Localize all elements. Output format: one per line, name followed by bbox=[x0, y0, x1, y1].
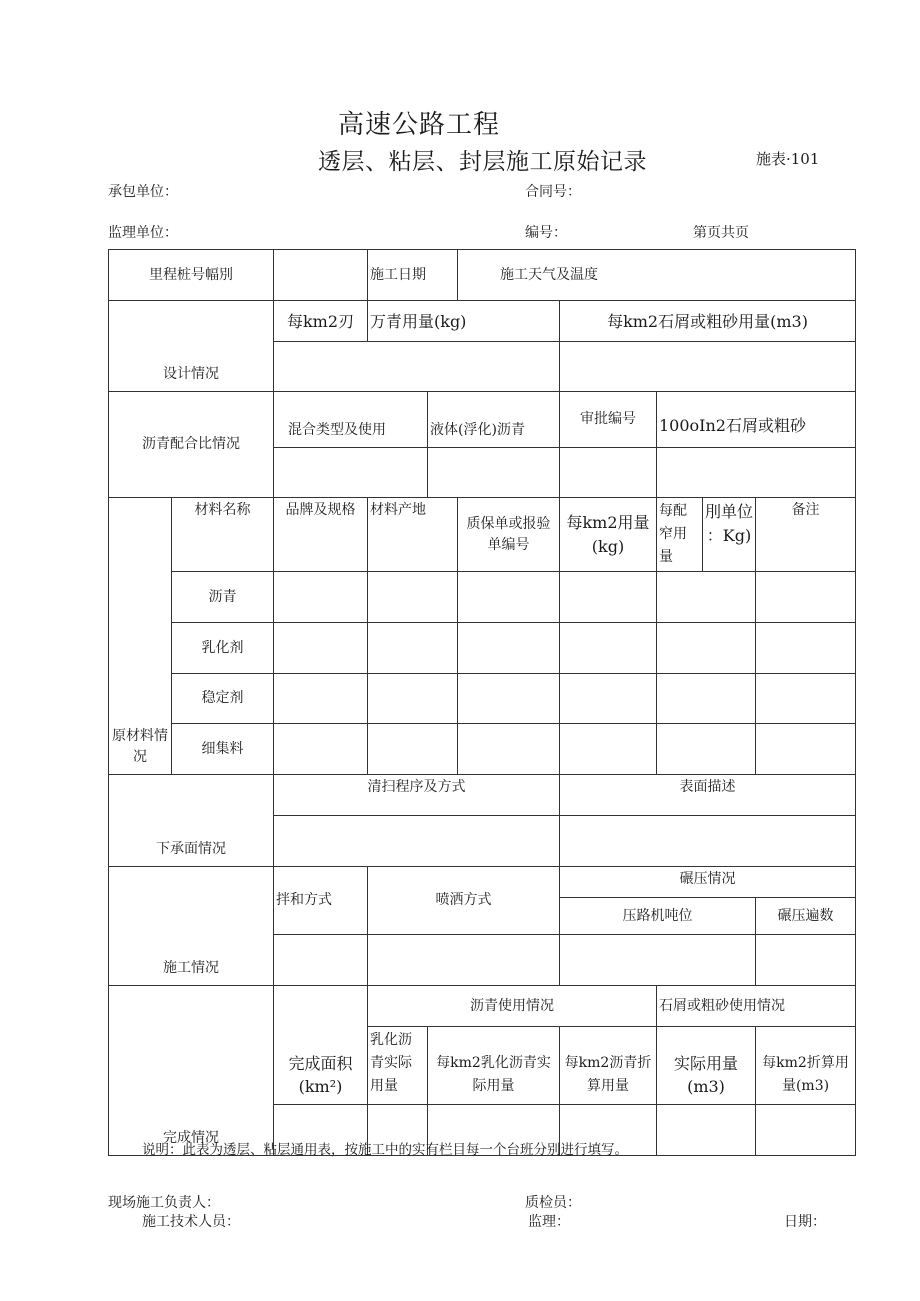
material-cell[interactable] bbox=[657, 623, 756, 674]
material-cell[interactable] bbox=[368, 623, 458, 674]
form-number: 施表·101 bbox=[756, 150, 820, 168]
per-km-conv-value[interactable] bbox=[756, 1105, 856, 1156]
mix-type-label: 混合类型及使用 bbox=[274, 392, 428, 448]
material-cell[interactable] bbox=[560, 623, 657, 674]
liquid-asphalt-label: 液体(浮化)沥青 bbox=[428, 392, 560, 448]
material-cell[interactable] bbox=[560, 674, 657, 724]
station-label: 里程桩号幅別 bbox=[109, 250, 274, 301]
station-value[interactable] bbox=[274, 250, 368, 301]
area-label-a: 完成面积 bbox=[288, 1054, 353, 1073]
spraying-label: 喷洒方式 bbox=[368, 867, 560, 935]
area-label-b: (km²) bbox=[298, 1077, 343, 1096]
mat-header-usage bbox=[560, 498, 657, 572]
mat-header-brand: 品牌及规格 bbox=[274, 498, 368, 572]
record-table bbox=[108, 249, 856, 1156]
per-km-asphalt-label: 每km2沥青折算用量 bbox=[560, 1027, 657, 1105]
contract-no-label: 合同号： bbox=[525, 184, 581, 200]
rolling-label: 碾压情况 bbox=[560, 867, 856, 898]
material-cell[interactable] bbox=[274, 623, 368, 674]
design-asphalt-b: 万青用量(kg) bbox=[368, 301, 560, 342]
cleaning-label: 清扫程序及方式 bbox=[274, 775, 560, 816]
material-cell[interactable] bbox=[657, 724, 756, 775]
material-cell[interactable] bbox=[756, 623, 856, 674]
material-cell[interactable] bbox=[657, 572, 756, 623]
material-name: 乳化剂 bbox=[172, 623, 274, 674]
chips-ratio-value[interactable] bbox=[657, 448, 856, 498]
material-cell[interactable] bbox=[756, 724, 856, 775]
mat-header-usage-a: 每km2用量 bbox=[566, 512, 650, 532]
actual-usage-a: 实际用量 bbox=[673, 1054, 738, 1073]
passes-label: 碾压遍数 bbox=[756, 898, 856, 935]
mat-header-remark: 备注 bbox=[756, 498, 856, 572]
supervisor-label: 监理单位： bbox=[108, 225, 178, 241]
material-cell[interactable] bbox=[458, 572, 560, 623]
material-cell[interactable] bbox=[274, 572, 368, 623]
mat-header-usage-b: (kg) bbox=[591, 536, 625, 556]
material-cell[interactable] bbox=[458, 623, 560, 674]
material-cell[interactable] bbox=[368, 724, 458, 775]
materials-label: 原材料情况 bbox=[109, 498, 172, 775]
design-asphalt-a: 每km2刃 bbox=[274, 301, 368, 342]
tech-staff-label: 施工技术人员： bbox=[142, 1214, 240, 1230]
base-label: 下承面情况 bbox=[109, 775, 274, 867]
roller-value[interactable] bbox=[560, 935, 756, 986]
material-name: 细集料 bbox=[172, 724, 274, 775]
emul-actual-label: 乳化沥青实际用量 bbox=[368, 1027, 428, 1105]
mat-header-unit-a: 刖单位 bbox=[705, 502, 754, 521]
material-cell[interactable] bbox=[657, 674, 756, 724]
cleaning-value[interactable] bbox=[274, 816, 560, 867]
mat-header-mix-usage: 每配窄用量 bbox=[657, 498, 703, 572]
material-cell[interactable] bbox=[458, 674, 560, 724]
mat-header-origin: 材料产地 bbox=[368, 498, 458, 572]
actual-usage-b: (m3) bbox=[687, 1077, 725, 1096]
material-cell[interactable] bbox=[560, 572, 657, 623]
approval-label: 审批编号 bbox=[560, 392, 657, 448]
chips-ratio-label: 100oIn2石屑或粗砂 bbox=[657, 392, 856, 448]
passes-value[interactable] bbox=[756, 935, 856, 986]
material-cell[interactable] bbox=[368, 674, 458, 724]
actual-usage-label bbox=[657, 1027, 756, 1105]
material-name: 沥青 bbox=[172, 572, 274, 623]
mixing-label: 拌和方式 bbox=[274, 867, 368, 935]
mat-header-unit bbox=[703, 498, 756, 572]
serial-no-label: 编号： bbox=[525, 225, 567, 241]
material-cell[interactable] bbox=[560, 724, 657, 775]
material-cell[interactable] bbox=[756, 572, 856, 623]
mat-header-name: 材料名称 bbox=[172, 498, 274, 572]
surface-label: 表面描述 bbox=[560, 775, 856, 816]
contractor-label: 承包单位： bbox=[108, 184, 178, 200]
per-km-emul-label: 每km2乳化沥青实际用量 bbox=[428, 1027, 560, 1105]
date-label: 施工日期 bbox=[368, 250, 458, 301]
qc-label: 质检员： bbox=[525, 1195, 581, 1211]
spraying-value[interactable] bbox=[368, 935, 560, 986]
chips-usage-label: 石屑或粗砂使用情况 bbox=[657, 986, 856, 1027]
date-label: 日期： bbox=[784, 1214, 826, 1230]
material-cell[interactable] bbox=[756, 674, 856, 724]
completion-label: 完成情况 bbox=[109, 986, 274, 1156]
weather-label: 施工天气及温度 bbox=[458, 250, 856, 301]
material-cell[interactable] bbox=[274, 724, 368, 775]
material-cell[interactable] bbox=[368, 572, 458, 623]
mat-header-quality-doc: 质保单或报验单编号 bbox=[458, 498, 560, 572]
design-asphalt-value[interactable] bbox=[274, 342, 560, 392]
approval-value[interactable] bbox=[560, 448, 657, 498]
material-cell[interactable] bbox=[274, 674, 368, 724]
material-cell[interactable] bbox=[458, 724, 560, 775]
mixing-value[interactable] bbox=[274, 935, 368, 986]
site-manager-label: 现场施工负责人： bbox=[108, 1195, 220, 1211]
design-chips-value[interactable] bbox=[560, 342, 856, 392]
construction-label: 施工情况 bbox=[109, 867, 274, 986]
design-chips-header: 每km2石屑或粗砂用量(m3) bbox=[560, 301, 856, 342]
mat-header-unit-b: ：Kg) bbox=[706, 526, 752, 545]
title-line1: 高速公路工程 bbox=[338, 110, 501, 140]
liquid-asphalt-value[interactable] bbox=[428, 448, 560, 498]
asphalt-usage-label: 沥青使用情况 bbox=[368, 986, 657, 1027]
mix-type-value[interactable] bbox=[274, 448, 428, 498]
per-km-conv-label: 每km2折算用量(m3) bbox=[756, 1027, 856, 1105]
surface-value[interactable] bbox=[560, 816, 856, 867]
title-line2: 透层、粘层、封层施工原始记录 bbox=[318, 149, 647, 175]
actual-usage-value[interactable] bbox=[657, 1105, 756, 1156]
supervision-label: 监理： bbox=[528, 1214, 570, 1230]
design-label: 设计情况 bbox=[109, 301, 274, 392]
mix-label: 沥青配合比情况 bbox=[109, 392, 274, 498]
table-note: 说明：此表为透层、粘层通用表，按施工中的实有栏目每一个台班分别进行填写。 bbox=[142, 1142, 628, 1158]
material-name: 稳定剂 bbox=[172, 674, 274, 724]
area-label bbox=[274, 986, 368, 1105]
page-label: 第页共页 bbox=[693, 225, 749, 241]
roller-label: 压路机吨位 bbox=[560, 898, 756, 935]
